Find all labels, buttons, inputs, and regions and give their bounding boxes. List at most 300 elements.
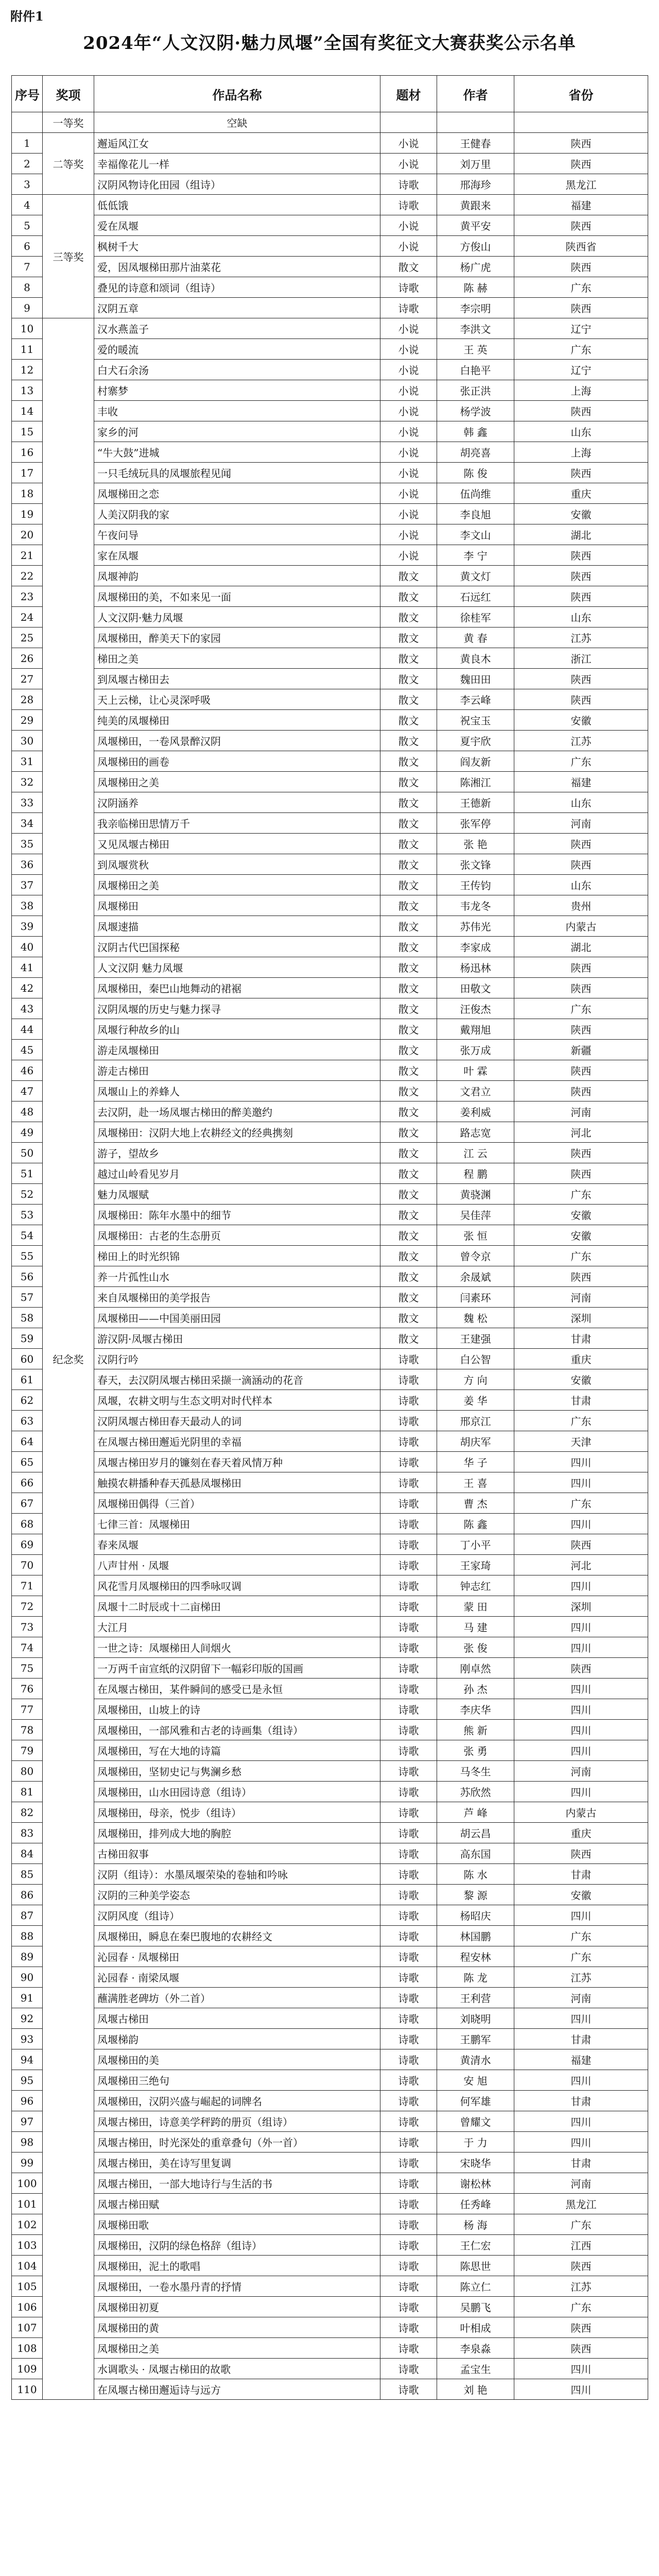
table-row	[12, 1699, 648, 1720]
attachment-label: 附件1	[10, 9, 44, 24]
work-title-cell: 纯美的凤堰梯田	[94, 710, 380, 731]
author-cell: 陈 水	[437, 1864, 514, 1885]
province-cell: 陕西	[514, 669, 648, 689]
province-cell: 安徽	[514, 504, 648, 524]
seq-cell: 21	[12, 545, 43, 566]
header-cell: 奖项	[43, 76, 94, 112]
author-cell: 叶 霖	[437, 1060, 514, 1081]
author-cell: 孙 杰	[437, 1679, 514, 1699]
author-cell: 汪俊杰	[437, 998, 514, 1019]
author-cell: 伍尚维	[437, 483, 514, 504]
genre-cell: 散文	[380, 1328, 437, 1349]
province-cell: 陕西	[514, 957, 648, 978]
table-row	[12, 1122, 648, 1143]
author-cell: 谢松林	[437, 2173, 514, 2194]
work-title-cell: 凤堰古梯田，诗意美学秤跨的册页（组诗）	[94, 2111, 380, 2132]
genre-cell: 小说	[380, 318, 437, 339]
province-cell: 陕西	[514, 854, 648, 875]
author-cell: 祝宝玉	[437, 710, 514, 731]
seq-cell: 46	[12, 1060, 43, 1081]
author-cell: 田敬文	[437, 978, 514, 998]
genre-cell: 散文	[380, 751, 437, 772]
work-title-cell: 爱，因凤堰梯田那片油菜花	[94, 257, 380, 277]
genre-cell: 诗歌	[380, 1740, 437, 1761]
author-cell: 王 英	[437, 339, 514, 360]
province-cell: 四川	[514, 1514, 648, 1534]
genre-cell: 散文	[380, 1122, 437, 1143]
genre-cell: 诗歌	[380, 1390, 437, 1411]
table-row	[12, 751, 648, 772]
work-title-cell: 凤堰梯田的画卷	[94, 751, 380, 772]
table-row	[12, 731, 648, 751]
table-row	[12, 1946, 648, 1967]
table-row	[12, 236, 648, 257]
table-row	[12, 1060, 648, 1081]
table-row	[12, 298, 648, 318]
province-cell: 四川	[514, 1740, 648, 1761]
author-cell: 李 宁	[437, 545, 514, 566]
author-cell: 杨昭庆	[437, 1905, 514, 1926]
author-cell: 黎 源	[437, 1885, 514, 1905]
table-row	[12, 1679, 648, 1699]
seq-cell: 45	[12, 1040, 43, 1060]
seq-cell: 56	[12, 1266, 43, 1287]
table-row	[12, 566, 648, 586]
seq-cell: 108	[12, 2338, 43, 2359]
author-cell: 李宗明	[437, 298, 514, 318]
author-cell: 叶相成	[437, 2317, 514, 2338]
author-cell: 李家成	[437, 937, 514, 957]
province-cell: 陕西	[514, 1081, 648, 1101]
genre-cell: 散文	[380, 731, 437, 751]
author-cell: 王建强	[437, 1328, 514, 1349]
table-row	[12, 1472, 648, 1493]
work-title-cell: 凤堰梯田，一卷风景醉汉阴	[94, 731, 380, 751]
table-row	[12, 2049, 648, 2070]
genre-cell: 小说	[380, 545, 437, 566]
table-row	[12, 1926, 648, 1946]
seq-cell: 99	[12, 2153, 43, 2173]
work-title-cell: 春来凤堰	[94, 1534, 380, 1555]
seq-cell: 83	[12, 1823, 43, 1843]
seq-cell: 39	[12, 916, 43, 937]
work-title-cell: 在凤堰古梯田邂逅光阴里的幸福	[94, 1431, 380, 1452]
author-cell: 陈立仁	[437, 2276, 514, 2297]
author-cell: 刘万里	[437, 154, 514, 174]
work-title-cell: 凤堰梯田之美	[94, 2338, 380, 2359]
work-title-cell: 一万两千亩宣纸的汉阴留下一幅彩印版的国画	[94, 1658, 380, 1679]
work-title-cell: 爱的暖流	[94, 339, 380, 360]
table-row	[12, 1163, 648, 1184]
seq-cell: 81	[12, 1782, 43, 1802]
author-cell: 熊 新	[437, 1720, 514, 1740]
province-cell: 陕西	[514, 463, 648, 483]
province-cell: 安徽	[514, 710, 648, 731]
province-cell: 江苏	[514, 628, 648, 648]
work-title-cell: 凤堰梯田，山水田园诗意（组诗）	[94, 1782, 380, 1802]
province-cell: 江苏	[514, 731, 648, 751]
province-cell: 江苏	[514, 1967, 648, 1988]
seq-cell: 28	[12, 689, 43, 710]
table-row	[12, 1905, 648, 1926]
author-cell: 胡亮喜	[437, 442, 514, 463]
work-title-cell: 沁园春 · 凤堰梯田	[94, 1946, 380, 1967]
table-row	[12, 2297, 648, 2317]
work-title-cell: 凤堰梯田的黄	[94, 2317, 380, 2338]
genre-cell: 诗歌	[380, 1946, 437, 1967]
table-row	[12, 1596, 648, 1617]
province-cell: 陕西	[514, 1534, 648, 1555]
author-cell: 文君立	[437, 1081, 514, 1101]
seq-cell: 60	[12, 1349, 43, 1369]
province-cell: 陕西	[514, 257, 648, 277]
seq-cell: 52	[12, 1184, 43, 1205]
table-row	[12, 112, 648, 133]
genre-cell: 诗歌	[380, 2276, 437, 2297]
work-title-cell: 春天，去汉阴凤堰古梯田采撷一滴涵动的花音	[94, 1369, 380, 1390]
work-title-cell: 凤堰梯田三绝句	[94, 2070, 380, 2091]
table-row	[12, 669, 648, 689]
province-cell: 陕西	[514, 133, 648, 154]
table-row	[12, 2194, 648, 2214]
genre-cell: 散文	[380, 1308, 437, 1328]
province-cell: 陕西	[514, 1658, 648, 1679]
seq-cell: 6	[12, 236, 43, 257]
table-row	[12, 1617, 648, 1637]
seq-cell: 84	[12, 1843, 43, 1864]
table-row	[12, 1864, 648, 1885]
genre-cell: 诗歌	[380, 2173, 437, 2194]
genre-cell: 诗歌	[380, 2091, 437, 2111]
province-cell: 广东	[514, 2214, 648, 2235]
author-cell: 胡庆军	[437, 1431, 514, 1452]
header-cell: 省份	[514, 76, 648, 112]
genre-cell: 诗歌	[380, 174, 437, 195]
genre-cell: 诗歌	[380, 1761, 437, 1782]
genre-cell: 散文	[380, 669, 437, 689]
genre-cell: 诗歌	[380, 2049, 437, 2070]
work-title-cell: 凤堰梯田偶得（三首）	[94, 1493, 380, 1514]
genre-cell: 诗歌	[380, 2153, 437, 2173]
genre-cell: 诗歌	[380, 1843, 437, 1864]
author-cell: 白公智	[437, 1349, 514, 1369]
seq-cell: 1	[12, 133, 43, 154]
seq-cell: 4	[12, 195, 43, 215]
table-row	[12, 1658, 648, 1679]
table-row	[12, 2173, 648, 2194]
work-title-cell: 在凤堰古梯田邂逅诗与远方	[94, 2379, 380, 2400]
work-title-cell: 一世之诗：凤堰梯田人间烟火	[94, 1637, 380, 1658]
author-cell: 黄骁渊	[437, 1184, 514, 1205]
author-cell: 孟宝生	[437, 2359, 514, 2379]
table-row	[12, 1225, 648, 1246]
author-cell: 苏欣然	[437, 1782, 514, 1802]
province-cell: 四川	[514, 2111, 648, 2132]
genre-cell: 散文	[380, 834, 437, 854]
author-cell: 徐桂军	[437, 607, 514, 628]
province-cell: 四川	[514, 1637, 648, 1658]
genre-cell: 诗歌	[380, 1452, 437, 1472]
province-cell: 广东	[514, 1246, 648, 1266]
genre-cell: 散文	[380, 1246, 437, 1266]
seq-cell: 73	[12, 1617, 43, 1637]
province-cell: 深圳	[514, 1308, 648, 1328]
genre-cell: 诗歌	[380, 1493, 437, 1514]
genre-cell: 诗歌	[380, 2029, 437, 2049]
genre-cell: 诗歌	[380, 1555, 437, 1575]
table-row	[12, 628, 648, 648]
genre-cell: 诗歌	[380, 2008, 437, 2029]
work-title-cell: 凤堰梯韵	[94, 2029, 380, 2049]
genre-cell: 诗歌	[380, 2194, 437, 2214]
work-title-cell: 汉阴凤堰的历史与魅力探寻	[94, 998, 380, 1019]
seq-cell	[12, 112, 43, 133]
seq-cell: 110	[12, 2379, 43, 2400]
author-cell: 黄 春	[437, 628, 514, 648]
province-cell: 福建	[514, 772, 648, 792]
table-row	[12, 1040, 648, 1060]
seq-cell: 72	[12, 1596, 43, 1617]
table-row	[12, 2359, 648, 2379]
author-cell: 方俊山	[437, 236, 514, 257]
table-row	[12, 1328, 648, 1349]
work-title-cell: 凤堰梯田之美	[94, 875, 380, 895]
work-title-cell: 汉阴的三种美学姿态	[94, 1885, 380, 1905]
table-row	[12, 442, 648, 463]
seq-cell: 82	[12, 1802, 43, 1823]
genre-cell: 诗歌	[380, 1782, 437, 1802]
author-cell: 芦 峰	[437, 1802, 514, 1823]
seq-cell: 7	[12, 257, 43, 277]
province-cell: 四川	[514, 1782, 648, 1802]
seq-cell: 33	[12, 792, 43, 813]
province-cell: 贵州	[514, 895, 648, 916]
table-row	[12, 1575, 648, 1596]
province-cell: 广东	[514, 2297, 648, 2317]
province-cell: 四川	[514, 2379, 648, 2400]
author-cell: 路志宽	[437, 1122, 514, 1143]
seq-cell: 19	[12, 504, 43, 524]
table-row	[12, 133, 648, 154]
author-cell: 张万成	[437, 1040, 514, 1060]
author-cell: 杨 海	[437, 2214, 514, 2235]
genre-cell: 散文	[380, 792, 437, 813]
table-row	[12, 648, 648, 669]
work-title-cell: 养一片孤性山水	[94, 1266, 380, 1287]
province-cell: 甘肃	[514, 1328, 648, 1349]
province-cell: 四川	[514, 2359, 648, 2379]
page-title: 2024年“人文汉阴·魅力凤堰”全国有奖征文大赛获奖公示名单	[83, 33, 576, 54]
province-cell: 甘肃	[514, 2091, 648, 2111]
province-cell: 黑龙江	[514, 2194, 648, 2214]
table-row	[12, 710, 648, 731]
work-title-cell: 凤堰梯田：汉阴大地上农耕经文的经典携刻	[94, 1122, 380, 1143]
genre-cell: 散文	[380, 1225, 437, 1246]
province-cell: 广东	[514, 1184, 648, 1205]
genre-cell: 散文	[380, 916, 437, 937]
table-row	[12, 1246, 648, 1266]
seq-cell: 69	[12, 1534, 43, 1555]
work-title-cell: 叠见的诗意和颂词（组诗）	[94, 277, 380, 298]
author-cell: 张文锋	[437, 854, 514, 875]
table-row	[12, 1555, 648, 1575]
genre-cell: 诗歌	[380, 1349, 437, 1369]
genre-cell: 诗歌	[380, 2359, 437, 2379]
header-cell: 题材	[380, 76, 437, 112]
author-cell: 曹 杰	[437, 1493, 514, 1514]
table-row	[12, 2256, 648, 2276]
seq-cell: 16	[12, 442, 43, 463]
author-cell: 余晟斌	[437, 1266, 514, 1287]
table-row	[12, 2235, 648, 2256]
genre-cell: 诗歌	[380, 2379, 437, 2400]
seq-cell: 88	[12, 1926, 43, 1946]
province-cell: 河南	[514, 1287, 648, 1308]
table-row	[12, 2338, 648, 2359]
award-table	[11, 75, 648, 2400]
seq-cell: 27	[12, 669, 43, 689]
seq-cell: 102	[12, 2214, 43, 2235]
author-cell: 张正洪	[437, 380, 514, 401]
work-title-cell: 人文汉阴 魅力凤堰	[94, 957, 380, 978]
work-title-cell: 枫树千大	[94, 236, 380, 257]
genre-cell: 散文	[380, 1266, 437, 1287]
author-cell: 邢京江	[437, 1411, 514, 1431]
province-cell: 陕西	[514, 1843, 648, 1864]
province-cell: 陕西	[514, 566, 648, 586]
table-row	[12, 854, 648, 875]
province-cell: 四川	[514, 1617, 648, 1637]
author-cell: 姜 华	[437, 1390, 514, 1411]
province-cell: 河北	[514, 1122, 648, 1143]
table-row	[12, 1019, 648, 1040]
author-cell: 王家琦	[437, 1555, 514, 1575]
seq-cell: 80	[12, 1761, 43, 1782]
genre-cell: 散文	[380, 689, 437, 710]
seq-cell: 15	[12, 421, 43, 442]
work-title-cell: 凤堰梯田，秦巴山地舞动的裙裾	[94, 978, 380, 998]
genre-cell: 散文	[380, 628, 437, 648]
province-cell: 四川	[514, 1472, 648, 1493]
table-row	[12, 1287, 648, 1308]
author-cell: 张 勇	[437, 1740, 514, 1761]
seq-cell: 5	[12, 215, 43, 236]
work-title-cell: 汉阴风度（组诗）	[94, 1905, 380, 1926]
work-title-cell: 又见凤堰古梯田	[94, 834, 380, 854]
genre-cell: 散文	[380, 586, 437, 607]
table-body	[12, 112, 648, 2400]
work-title-cell: 一只毛绒玩具的凤堰旅程见闻	[94, 463, 380, 483]
genre-cell: 诗歌	[380, 1679, 437, 1699]
table-row	[12, 1493, 648, 1514]
work-title-cell: 魅力凤堰赋	[94, 1184, 380, 1205]
province-cell: 上海	[514, 442, 648, 463]
province-cell: 陕西	[514, 1163, 648, 1184]
province-cell: 内蒙古	[514, 916, 648, 937]
author-cell: 王利营	[437, 1988, 514, 2008]
seq-cell: 94	[12, 2049, 43, 2070]
author-cell: 韦龙冬	[437, 895, 514, 916]
work-title-cell: 人文汉阴·魅力凤堰	[94, 607, 380, 628]
genre-cell: 诗歌	[380, 2111, 437, 2132]
author-cell: 阎友新	[437, 751, 514, 772]
work-title-cell: 梯田之美	[94, 648, 380, 669]
table-row	[12, 195, 648, 215]
genre-cell: 诗歌	[380, 1369, 437, 1390]
author-cell: 程安林	[437, 1946, 514, 1967]
province-cell: 四川	[514, 1452, 648, 1472]
author-cell: 宋晓华	[437, 2153, 514, 2173]
province-cell: 安徽	[514, 1225, 648, 1246]
author-cell: 陈 龙	[437, 1967, 514, 1988]
author-cell: 安 旭	[437, 2070, 514, 2091]
seq-cell: 59	[12, 1328, 43, 1349]
work-title-cell: 凤堰古梯田，一部大地诗行与生活的书	[94, 2173, 380, 2194]
work-title-cell: 凤堰梯田，醉美天下的家园	[94, 628, 380, 648]
genre-cell: 诗歌	[380, 1699, 437, 1720]
table-row	[12, 937, 648, 957]
work-title-cell: 汉水燕盖子	[94, 318, 380, 339]
table-row	[12, 978, 648, 998]
seq-cell: 38	[12, 895, 43, 916]
seq-cell: 23	[12, 586, 43, 607]
seq-cell: 105	[12, 2276, 43, 2297]
province-cell: 河南	[514, 2173, 648, 2194]
work-title-cell: 凤堰梯田，坚韧史记与隽澜乡愁	[94, 1761, 380, 1782]
work-title-cell: 凤堰梯田：古老的生态册页	[94, 1225, 380, 1246]
work-title-cell: 水调歌头 · 凤堰古梯田的故歌	[94, 2359, 380, 2379]
work-title-cell: 古梯田叙事	[94, 1843, 380, 1864]
seq-cell: 14	[12, 401, 43, 421]
work-title-cell: 八声甘州 · 凤堰	[94, 1555, 380, 1575]
seq-cell: 109	[12, 2359, 43, 2379]
work-title-cell: 风花雪月凤堰梯田的四季咏叹调	[94, 1575, 380, 1596]
award-cell: 一等奖	[43, 112, 94, 133]
genre-cell: 诗歌	[380, 2297, 437, 2317]
genre-cell: 散文	[380, 710, 437, 731]
work-title-cell: 低低饿	[94, 195, 380, 215]
author-cell: 戴翔旭	[437, 1019, 514, 1040]
author-cell: 方 向	[437, 1369, 514, 1390]
work-title-cell: 凤堰行种故乡的山	[94, 1019, 380, 1040]
province-cell: 四川	[514, 1679, 648, 1699]
province-cell: 上海	[514, 380, 648, 401]
province-cell: 广东	[514, 751, 648, 772]
author-cell: 夏宇欣	[437, 731, 514, 751]
province-cell: 内蒙古	[514, 1802, 648, 1823]
table-row	[12, 1390, 648, 1411]
work-title-cell: 凤堰梯田，汉阴兴盛与崛起的词牌名	[94, 2091, 380, 2111]
seq-cell: 74	[12, 1637, 43, 1658]
author-cell: 黄跟来	[437, 195, 514, 215]
province-cell: 陕西	[514, 298, 648, 318]
author-cell: 李云峰	[437, 689, 514, 710]
seq-cell: 3	[12, 174, 43, 195]
work-title-cell: 来自凤堰梯田的美学报告	[94, 1287, 380, 1308]
seq-cell: 85	[12, 1864, 43, 1885]
table-row	[12, 1205, 648, 1225]
genre-cell: 小说	[380, 421, 437, 442]
province-cell: 陕西省	[514, 236, 648, 257]
author-cell: 于 力	[437, 2132, 514, 2153]
province-cell: 陕西	[514, 834, 648, 854]
genre-cell: 小说	[380, 133, 437, 154]
work-title-cell: 游子，望故乡	[94, 1143, 380, 1163]
genre-cell: 散文	[380, 1163, 437, 1184]
work-title-cell: 游走古梯田	[94, 1060, 380, 1081]
genre-cell: 散文	[380, 957, 437, 978]
award-cell: 三等奖	[43, 195, 94, 318]
